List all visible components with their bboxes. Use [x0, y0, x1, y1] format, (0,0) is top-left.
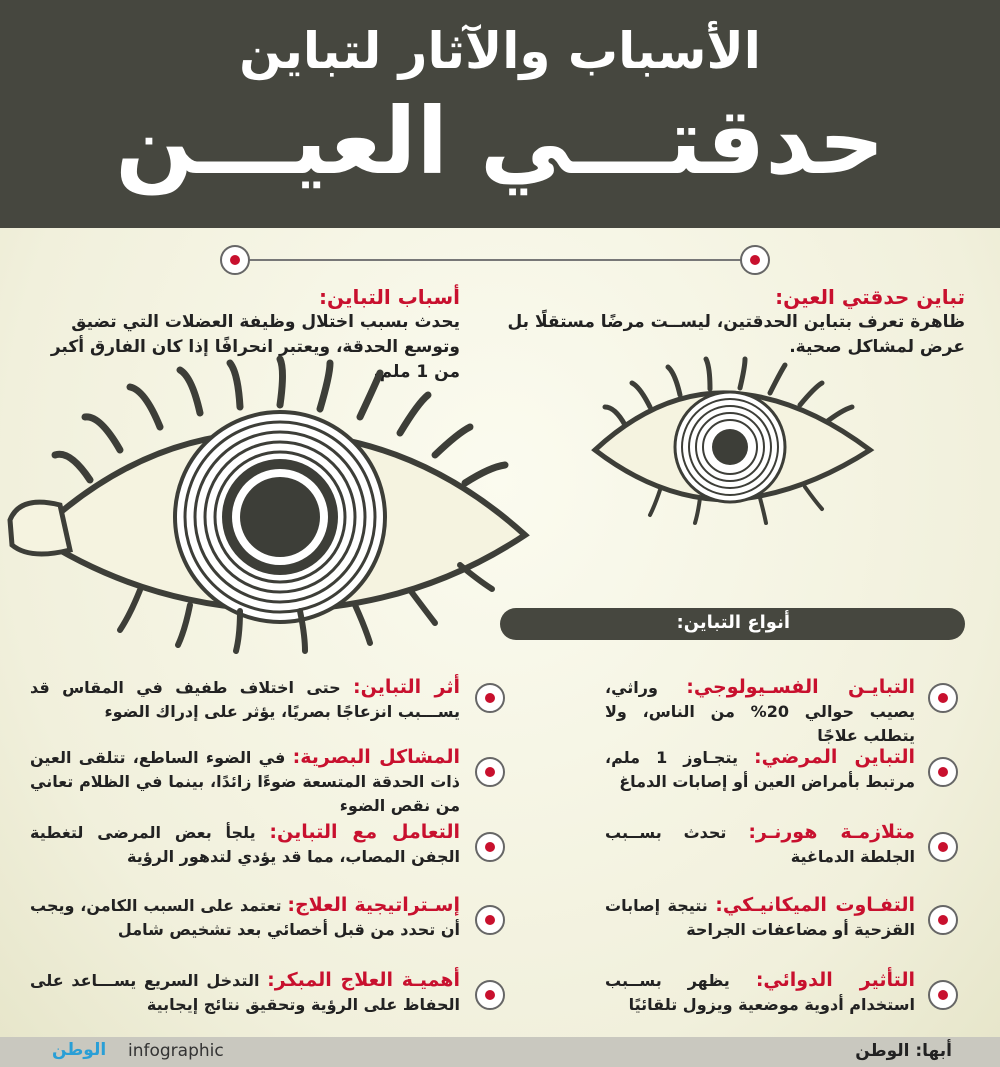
- type-text: وراثي، يصيب حوالي 20% من الناس، ولا يتطلب علاجًا: [605, 678, 915, 745]
- divider-dot-right: [740, 245, 770, 275]
- effect-heading: التعامل مع التباين:: [269, 821, 460, 843]
- effect-bullet: [475, 905, 505, 935]
- type-heading: التبايـن الفسـيولوجي:: [686, 676, 915, 698]
- title-line-2: حدقتـــي العيـــن: [115, 88, 885, 195]
- effect-item: [30, 893, 460, 942]
- definition-heading: تباين حدقتي العين:: [775, 285, 965, 309]
- effect-heading: أثر التباين:: [353, 676, 460, 698]
- footer-bar: [0, 1037, 1000, 1067]
- large-eye-illustration: [0, 355, 560, 655]
- header-banner: [0, 0, 1000, 228]
- effect-bullet: [475, 757, 505, 787]
- effect-bullet: [475, 832, 505, 862]
- type-text: نتيجة إصابات القزحية أو مضاعفات الجراحة: [605, 896, 915, 939]
- type-text: تحدث بســبب الجلطة الدماغية: [605, 823, 915, 866]
- effect-text: في الضوء الساطع، تتلقى العين ذات الحدقة المتسعة ضوءًا زائدًا، بينما في الظلام تعاني من نقص الضوء: [30, 748, 460, 815]
- divider-dot-left: [220, 245, 250, 275]
- effect-text: تعتمد على السبب الكامن، ويجب أن تحدد من قبل أخصائي بعد تشخيص شامل: [30, 896, 460, 939]
- effect-heading: إسـتراتيجية العلاج:: [287, 894, 460, 916]
- type-item: [605, 745, 915, 794]
- type-heading: التباين المرضي:: [754, 746, 915, 768]
- type-bullet: [928, 832, 958, 862]
- small-eye-illustration: [580, 355, 880, 535]
- brand-logo: الوطن: [52, 1040, 107, 1060]
- divider-line: [235, 259, 755, 261]
- causes-heading: أسباب التباين:: [319, 285, 460, 309]
- definition-text: ظاهرة تعرف بتباين الحدقتين، ليســت مرضًا مستقلًا بل عرض لمشاكل صحية.: [507, 312, 965, 357]
- effect-text: التدخل السريع يســـاعد على الحفاظ على الرؤية وتحقيق نتائج إيجابية: [30, 971, 460, 1014]
- type-item: [605, 893, 915, 942]
- title-line-1: الأسباب والآثار لتباين: [239, 22, 761, 80]
- type-text: يتجـاوز 1 ملم، مرتبط بأمراض العين أو إصابات الدماغ: [605, 748, 915, 791]
- effect-heading: أهميـة العلاج المبكر:: [267, 969, 460, 991]
- type-item: [605, 968, 915, 1017]
- effect-bullet: [475, 980, 505, 1010]
- type-heading: التأثير الدوائي:: [755, 969, 916, 991]
- type-heading: متلازمـة هورنـر:: [748, 821, 915, 843]
- source-credit: أبها: الوطن: [855, 1041, 952, 1061]
- type-bullet: [928, 980, 958, 1010]
- types-label-bar: [500, 608, 965, 640]
- effect-heading: المشاكل البصرية:: [292, 746, 460, 768]
- effect-bullet: [475, 683, 505, 713]
- definition-block: [505, 285, 965, 360]
- type-item: [605, 820, 915, 869]
- effect-item: [30, 675, 460, 724]
- type-item: [605, 675, 915, 748]
- type-bullet: [928, 905, 958, 935]
- type-text: يظهر بســبب استخدام أدوية موضعية ويزول تلقائيًا: [605, 971, 915, 1014]
- type-heading: التفـاوت الميكانيـكي:: [715, 894, 915, 916]
- effect-text: يلجأ بعض المرضى لتغطية الجفن المصاب، مما قد يؤدي لتدهور الرؤية: [30, 823, 460, 866]
- effect-text: حتى اختلاف طفيف في المقاس قد يســـبب انزعاجًا بصريًا، يؤثر على إدراك الضوء: [30, 678, 460, 721]
- effect-item: [30, 745, 460, 818]
- types-label: أنواع التباين:: [676, 612, 790, 633]
- effect-item: [30, 968, 460, 1017]
- causes-text: يحدث بسبب اختلال وظيفة العضلات التي تضيق وتوسع الحدقة، ويعتبر انحرافًا إذا كان الفارق أكبر من 1 ملم.: [50, 312, 460, 382]
- brand-infographic-label: infographic: [128, 1041, 224, 1061]
- type-bullet: [928, 683, 958, 713]
- effect-item: [30, 820, 460, 869]
- type-bullet: [928, 757, 958, 787]
